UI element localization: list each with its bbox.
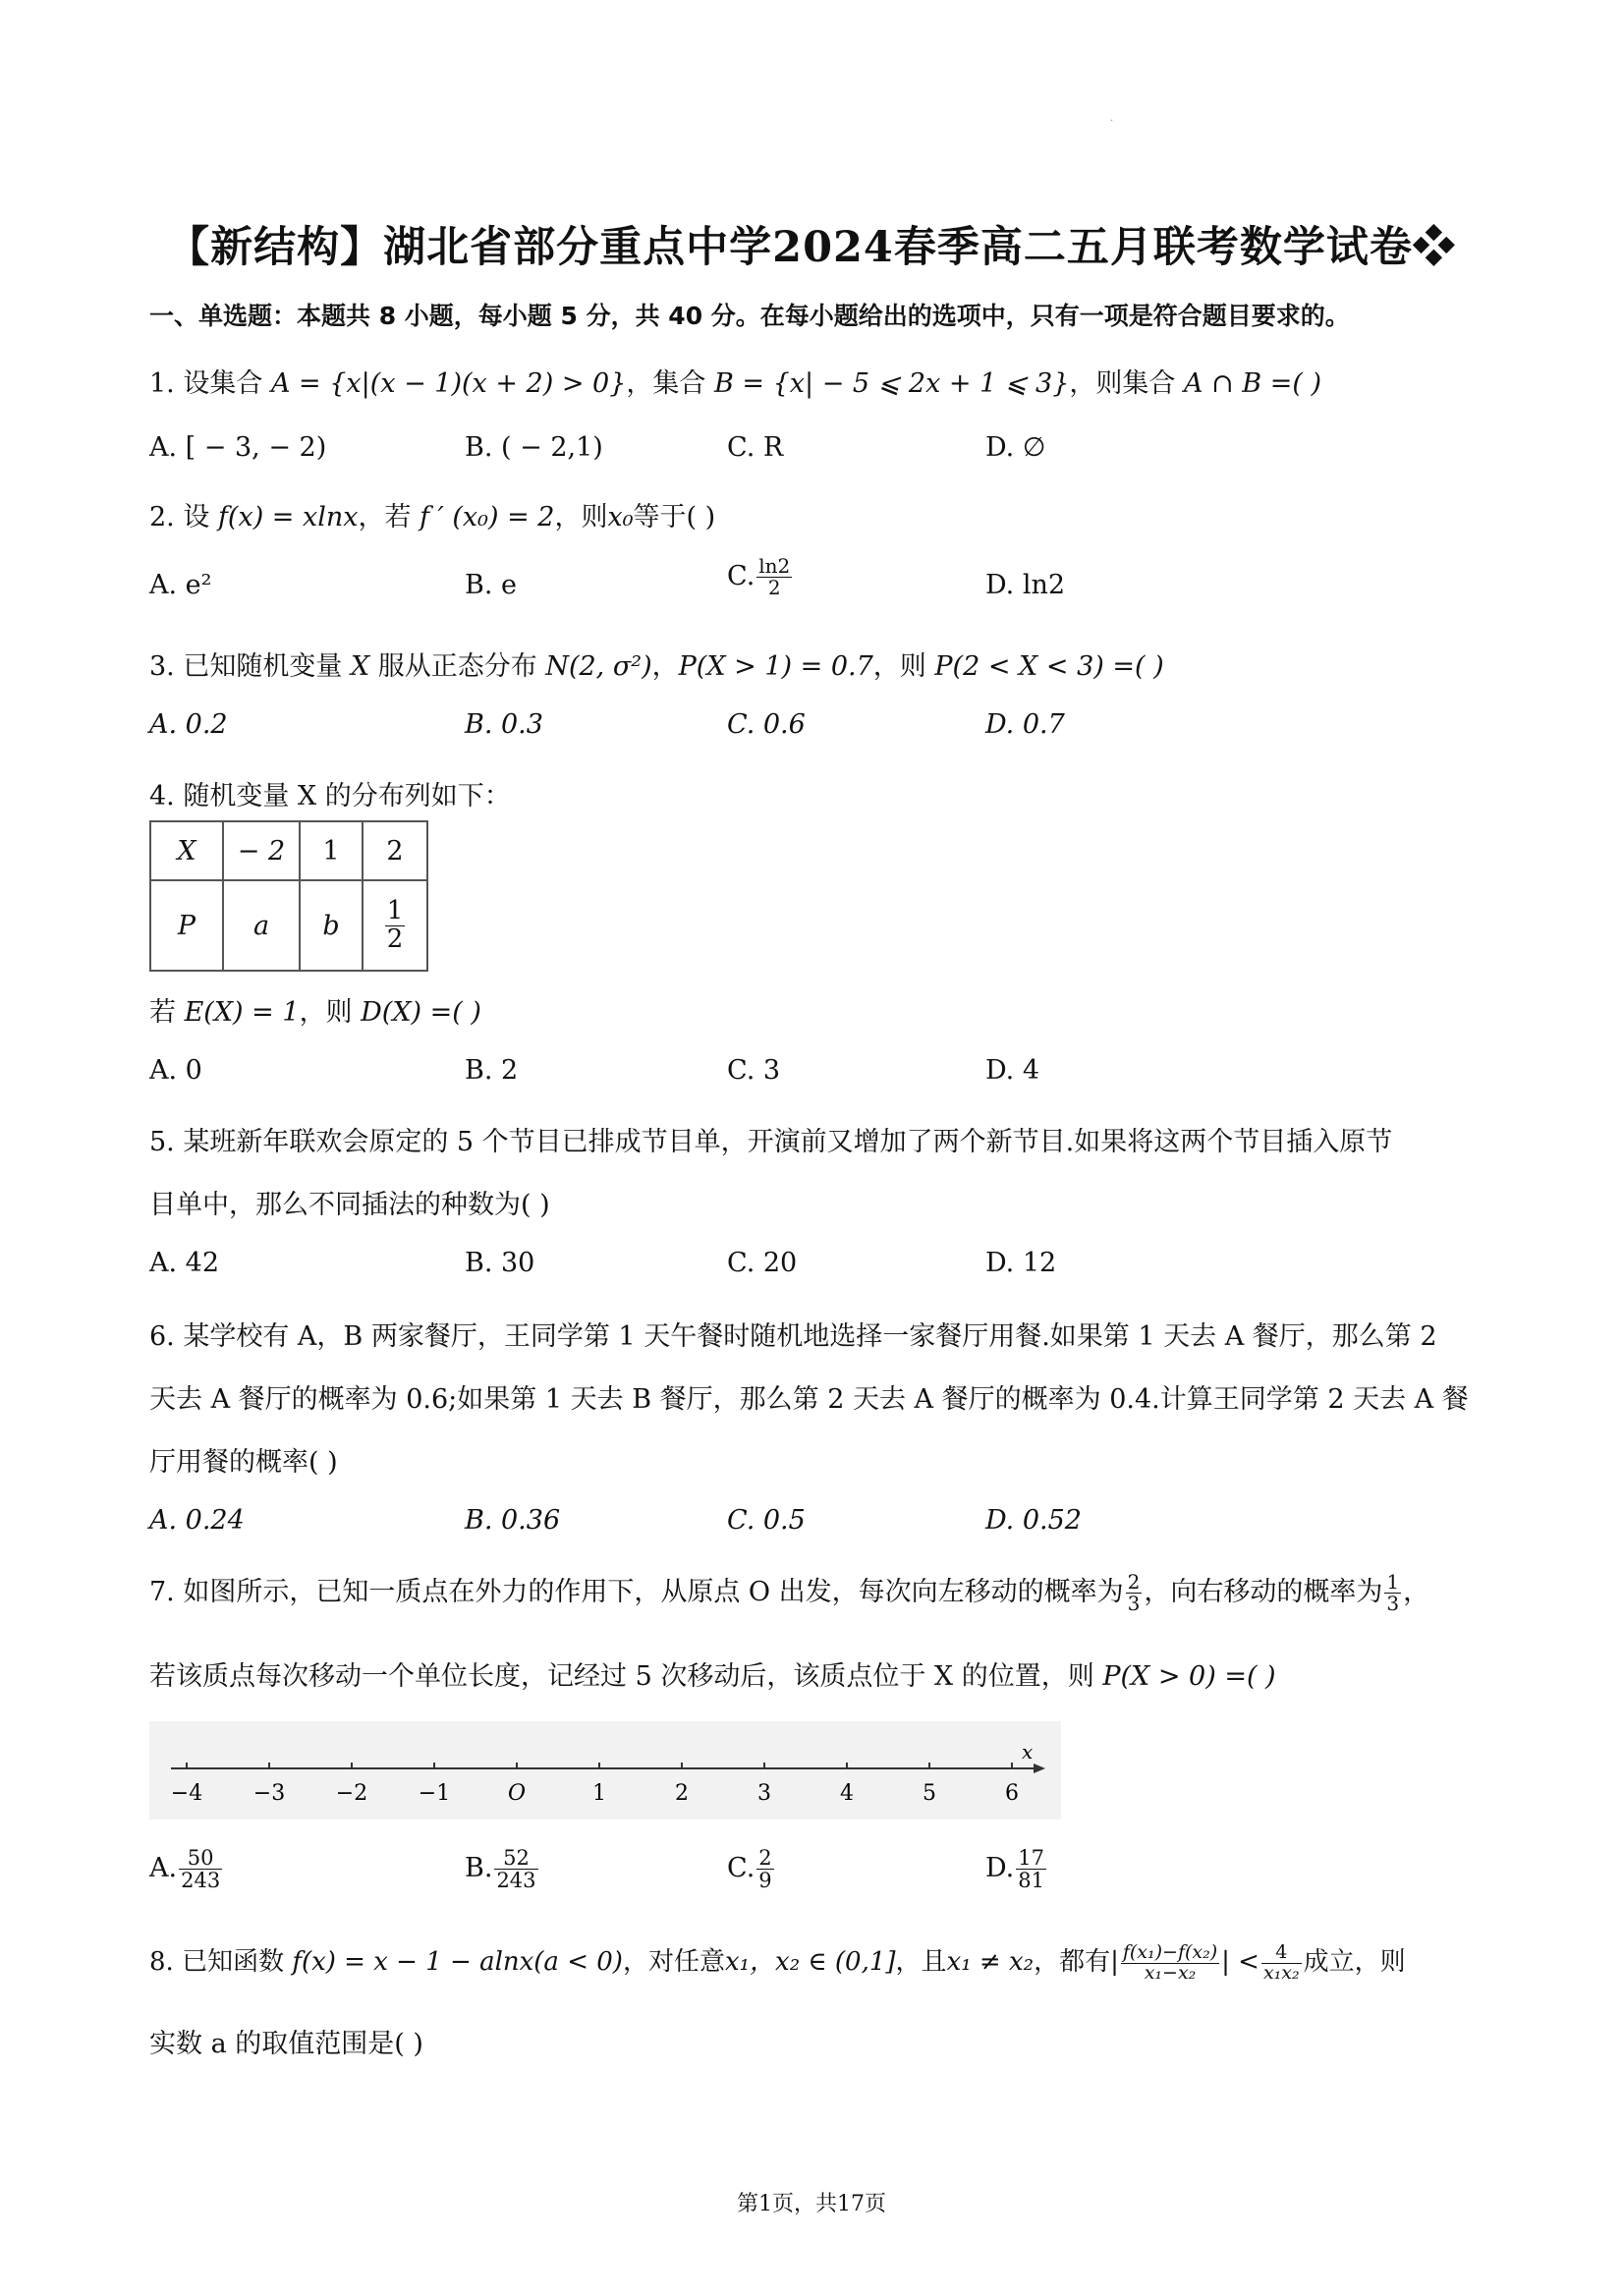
- table-cell: 1: [300, 821, 363, 880]
- axis-tick-label: 2: [675, 1781, 689, 1806]
- q1-option-c: C. R: [727, 432, 784, 463]
- page-footer: 第1页，共17页: [737, 2192, 886, 2216]
- q5-option-b: B. 30: [465, 1248, 535, 1278]
- q4-option-a: A. 0: [149, 1055, 202, 1086]
- question-1: 1. 设集合 A = {x|(x − 1)(x + 2) > 0}，集合 B = {x| − 5 ⩽ 2x + 1 ⩽ 3}，则集合 A ∩ B =( ): [149, 368, 1321, 399]
- q5-option-c: C. 20: [727, 1248, 798, 1278]
- section-heading: 一、单选题：本题共 8 小题，每小题 5 分，共 40 分。在每小题给出的选项中，只有一项是符合题目要求的。: [149, 302, 1350, 330]
- axis-tick-label: −3: [252, 1781, 286, 1806]
- q5-option-d: D. 12: [985, 1248, 1057, 1278]
- table-cell: X: [150, 821, 223, 880]
- q1-option-d: D. ∅: [985, 432, 1046, 463]
- q4-option-b: B. 2: [465, 1055, 519, 1086]
- number-line-svg: [149, 1721, 1061, 1820]
- q2-option-a: A. e²: [149, 570, 212, 600]
- question-8-line-2: 实数 a 的取值范围是( ): [149, 2029, 423, 2059]
- question-6-line-1: 6. 某学校有 A，B 两家餐厅，王同学第 1 天午餐时随机地选择一家餐厅用餐.如果第 1 天去 A 餐厅，那么第 2: [149, 1321, 1437, 1352]
- q6-option-a: A. 0.24: [149, 1505, 245, 1536]
- q7-option-c: C. $\frac{2}{9}$: [727, 1846, 772, 1893]
- q2-option-c: C. $\frac{\ln 2}{2}$: [727, 554, 791, 599]
- question-8-line-1: 8. 已知函数 f(x) = x − 1 − alnx(a < 0)，对任意x₁，x₂ ∈ (0,1]，且x₁ ≠ x₂，都有| $\frac{\text{f(x₁)−f(x₂)}}{\text{x₁−x₂}}$ | < $\frac{4}{\text{x₁x₂}}$ 成立，则: [149, 1940, 1406, 1984]
- table-cell: $\frac{1}{2}$: [363, 880, 427, 971]
- q7-option-d: D. $\frac{17}{81}$: [985, 1846, 1045, 1893]
- axis-variable-label: x: [1022, 1740, 1034, 1764]
- q6-option-d: D. 0.52: [985, 1505, 1082, 1536]
- q3-option-c: C. 0.6: [727, 709, 806, 740]
- q2-option-b: B. e: [465, 570, 517, 600]
- axis-tick-label: −2: [335, 1781, 368, 1806]
- q1-option-b: B. ( − 2,1): [465, 432, 603, 463]
- table-cell: b: [300, 880, 363, 971]
- table-cell: − 2: [223, 821, 300, 880]
- q3-option-b: B. 0.3: [465, 709, 543, 740]
- axis-tick-label: −4: [170, 1781, 203, 1806]
- q4-option-c: C. 3: [727, 1055, 781, 1086]
- table-cell: 2: [363, 821, 427, 880]
- q7-option-b: B. $\frac{52}{243}$: [465, 1846, 536, 1893]
- question-5-line-2: 目单中，那么不同插法的种数为( ): [149, 1190, 550, 1220]
- q1-option-a: A. [ − 3, − 2): [149, 432, 327, 463]
- axis-tick-label: 5: [923, 1781, 936, 1806]
- axis-tick-label: O: [507, 1781, 527, 1806]
- question-6-line-2: 天去 A 餐厅的概率为 0.6;如果第 1 天去 B 餐厅，那么第 2 天去 A 餐厅的概率为 0.4.计算王同学第 2 天去 A 餐: [149, 1384, 1469, 1415]
- q4-condition: 若 E(X) = 1，则 D(X) =( ): [149, 997, 481, 1028]
- axis-tick-label: 6: [1005, 1781, 1019, 1806]
- question-2: 2. 设 f(x) = xlnx，若 f ′ (x₀) = 2，则x₀等于( ): [149, 502, 716, 532]
- table-cell: P: [150, 880, 223, 971]
- question-7-line-1: 7. 如图所示，已知一质点在外力的作用下，从原点 O 出发，每次向左移动的概率为 $\frac{2}{3}$ ，向右移动的概率为 $\frac{1}{3}$ ，: [149, 1570, 1430, 1615]
- q3-option-a: A. 0.2: [149, 709, 228, 740]
- q5-option-a: A. 42: [149, 1248, 220, 1278]
- q4-option-d: D. 4: [985, 1055, 1040, 1086]
- axis-tick-label: −1: [418, 1781, 451, 1806]
- q6-option-c: C. 0.5: [727, 1505, 806, 1536]
- axis-tick-label: 3: [757, 1781, 771, 1806]
- question-4: 4. 随机变量 X 的分布列如下：: [149, 781, 511, 812]
- question-7-line-2: 若该质点每次移动一个单位长度，记经过 5 次移动后，该质点位于 X 的位置，则 P(X > 0) =( ): [149, 1661, 1276, 1692]
- q2-option-d: D. ln2: [985, 570, 1066, 600]
- question-3: 3. 已知随机变量 X 服从正态分布 N(2, σ²)，P(X > 1) = 0.7，则 P(2 < X < 3) =( ): [149, 651, 1164, 682]
- axis-arrow-icon: [1034, 1764, 1045, 1773]
- axis-tick-label: 4: [840, 1781, 854, 1806]
- header-dot: ·: [1110, 116, 1114, 127]
- table-cell: a: [223, 880, 300, 971]
- question-6-line-3: 厅用餐的概率( ): [149, 1447, 338, 1478]
- q3-option-d: D. 0.7: [985, 709, 1065, 740]
- q7-option-a: A. $\frac{50}{243}$: [149, 1846, 221, 1893]
- number-line-figure: [149, 1721, 1061, 1820]
- page-title: 【新结构】湖北省部分重点中学2024春季高二五月联考数学试卷❖: [167, 223, 1456, 272]
- question-5-line-1: 5. 某班新年联欢会原定的 5 个节目已排成节目单，开演前又增加了两个新节目.如果将这两个节目插入原节: [149, 1127, 1393, 1157]
- distribution-table: [149, 820, 428, 972]
- q6-option-b: B. 0.36: [465, 1505, 561, 1536]
- axis-tick-label: 1: [592, 1781, 606, 1806]
